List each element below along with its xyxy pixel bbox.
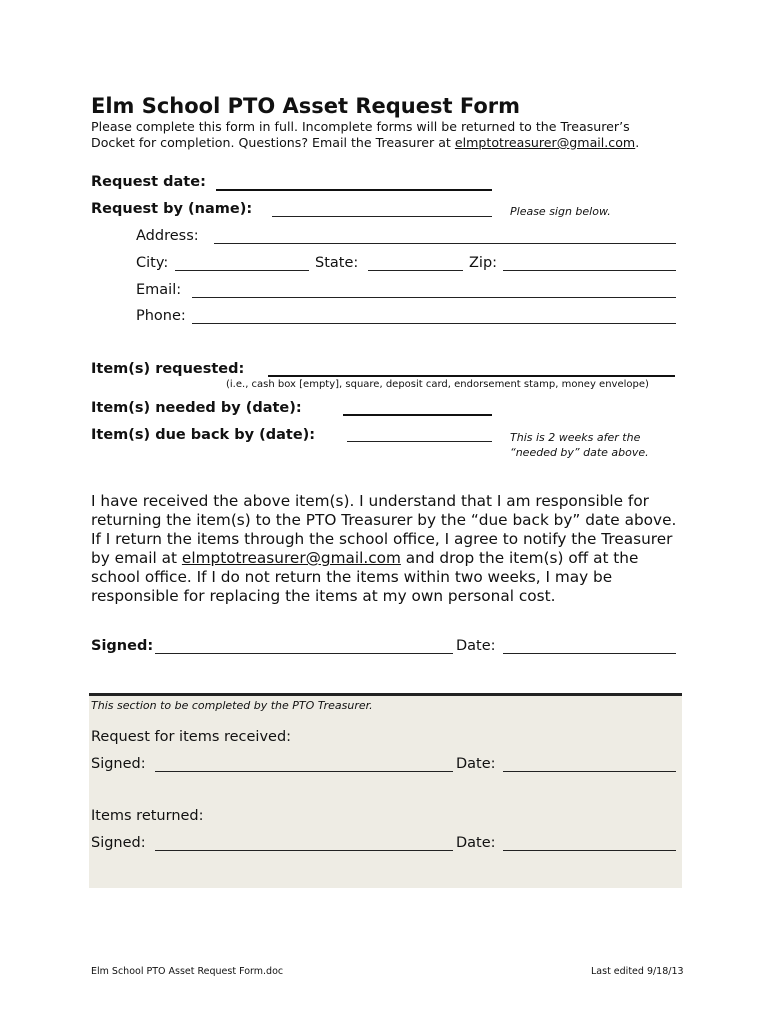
- signed-label: Signed:: [91, 638, 154, 654]
- agreement-line-5: school office. If I do not return the items within two weeks, I may be: [91, 568, 613, 586]
- form-title: Elm School PTO Asset Request Form: [91, 94, 520, 118]
- signature-field[interactable]: [155, 653, 453, 654]
- intro-line-2-suffix: .: [635, 135, 640, 150]
- items-requested-field[interactable]: [268, 375, 675, 377]
- returned-date-field[interactable]: [503, 850, 676, 851]
- agreement-email-link[interactable]: elmptotreasurer@gmail.com: [181, 549, 401, 567]
- address-label: Address:: [136, 228, 199, 244]
- request-by-label: Request by (name):: [91, 201, 253, 217]
- state-field[interactable]: [368, 270, 463, 271]
- items-requested-label: Item(s) requested:: [91, 361, 245, 377]
- phone-field[interactable]: [192, 323, 676, 324]
- received-signature-field[interactable]: [155, 771, 453, 772]
- agreement-line-4-prefix: by email at: [91, 549, 182, 567]
- agreement-line-4: [91, 549, 691, 568]
- received-date-field[interactable]: [503, 771, 676, 772]
- city-field[interactable]: [175, 270, 309, 271]
- footer-filename: Elm School PTO Asset Request Form.doc: [91, 966, 284, 977]
- items-needed-field[interactable]: [343, 414, 492, 416]
- returned-signature-field[interactable]: [155, 850, 453, 851]
- agreement-line-6: responsible for replacing the items at my own personal cost.: [91, 587, 556, 605]
- zip-field[interactable]: [503, 270, 676, 271]
- city-label: City:: [136, 255, 169, 271]
- email-field[interactable]: [192, 297, 676, 298]
- request-date-label: Request date:: [91, 174, 206, 190]
- phone-label: Phone:: [136, 308, 186, 324]
- returned-date-label: Date:: [456, 835, 496, 851]
- items-due-field[interactable]: [347, 441, 492, 442]
- returned-heading: Items returned:: [91, 808, 204, 824]
- intro-line-1: Please complete this form in full. Incomplete forms will be returned to the Treasurer’s: [91, 119, 630, 134]
- received-date-label: Date:: [456, 756, 496, 772]
- due-note-line-2: “needed by” date above.: [510, 446, 649, 459]
- agreement-line-3: If I return the items through the school office, I agree to notify the Treasurer: [91, 530, 673, 548]
- received-signed-label: Signed:: [91, 756, 146, 772]
- sign-below-note: Please sign below.: [510, 205, 611, 218]
- due-back-note: [510, 430, 649, 460]
- due-note-line-1: This is 2 weeks afer the: [510, 431, 641, 444]
- zip-label: Zip:: [469, 255, 498, 271]
- items-requested-hint: (i.e., cash box [empty], square, deposit card, endorsement stamp, money envelope): [226, 379, 649, 390]
- state-label: State:: [315, 255, 359, 271]
- intro-text: [91, 119, 639, 151]
- intro-line-2: [91, 135, 639, 151]
- items-due-label: Item(s) due back by (date):: [91, 427, 316, 443]
- signed-date-label: Date:: [456, 638, 496, 654]
- email-label: Email:: [136, 282, 182, 298]
- received-heading: Request for items received:: [91, 729, 292, 745]
- intro-line-2-prefix: Docket for completion. Questions? Email the Treasurer at: [91, 135, 455, 150]
- request-date-field[interactable]: [216, 189, 492, 191]
- items-needed-label: Item(s) needed by (date):: [91, 400, 302, 416]
- signed-date-field[interactable]: [503, 653, 676, 654]
- agreement-line-1: I have received the above item(s). I understand that I am responsible for: [91, 492, 649, 510]
- request-by-field[interactable]: [272, 216, 492, 217]
- returned-signed-label: Signed:: [91, 835, 146, 851]
- address-field[interactable]: [214, 243, 676, 244]
- agreement-paragraph: [91, 492, 691, 606]
- treasurer-section: [89, 693, 682, 888]
- treasurer-email-link[interactable]: elmptotreasurer@gmail.com: [454, 135, 636, 150]
- agreement-line-2: returning the item(s) to the PTO Treasurer by the “due back by” date above.: [91, 511, 677, 529]
- treasurer-section-note: This section to be completed by the PTO Treasurer.: [91, 699, 373, 712]
- footer-last-edited: Last edited 9/18/13: [591, 966, 684, 977]
- agreement-line-4-suffix: and drop the item(s) off at the: [400, 549, 639, 567]
